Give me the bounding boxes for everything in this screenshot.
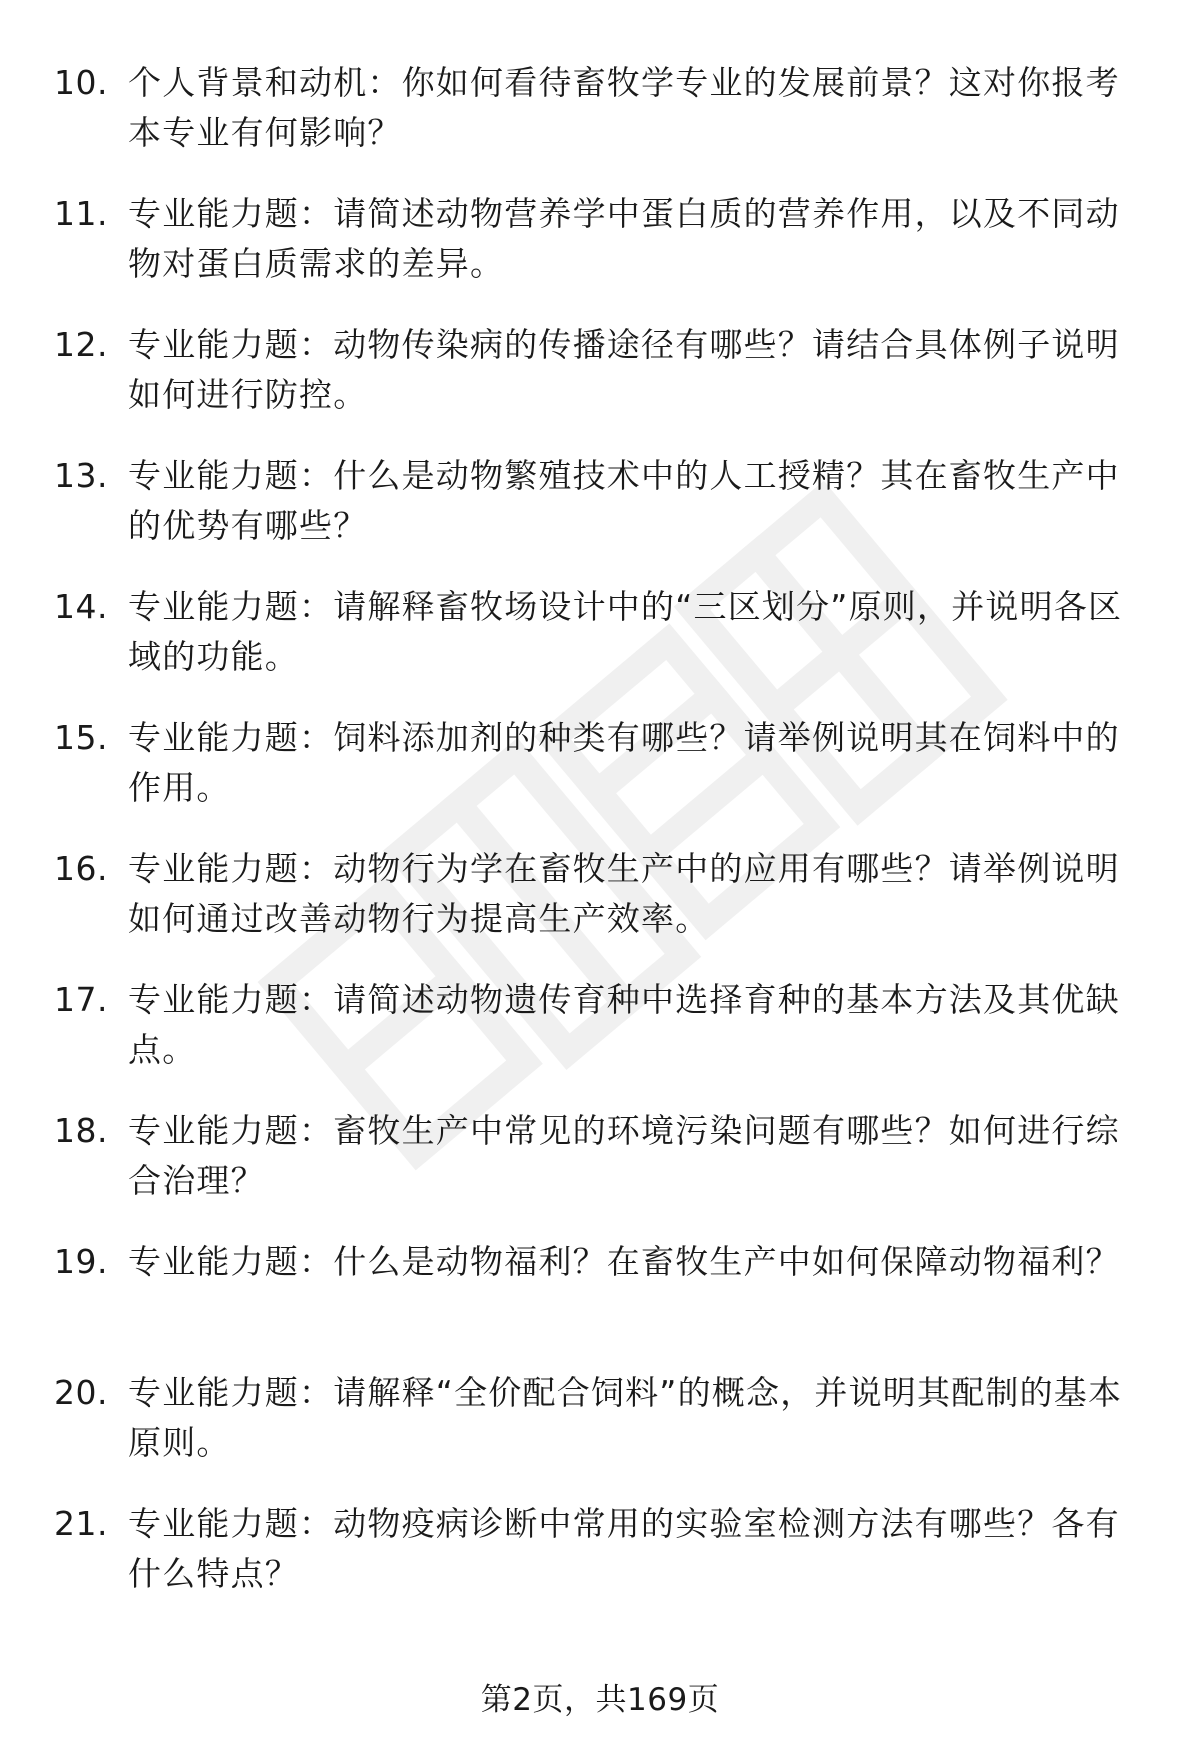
question-item xyxy=(0,1106,1200,1237)
question-text: 个人背景和动机：你如何看待畜牧学专业的发展前景？这对你报考本专业有何影响？ xyxy=(128,63,1120,152)
question-number: 19. xyxy=(54,1242,108,1281)
question-text: 专业能力题：动物行为学在畜牧生产中的应用有哪些？请举例说明如何通过改善动物行为提高生产效率。 xyxy=(128,849,1120,938)
question-item xyxy=(0,1237,1200,1368)
question-number: 18. xyxy=(54,1111,108,1150)
question-text: 专业能力题：请简述动物遗传育种中选择育种的基本方法及其优缺点。 xyxy=(128,980,1120,1069)
question-number: 17. xyxy=(54,980,108,1019)
question-number: 12. xyxy=(54,325,108,364)
question-item xyxy=(0,58,1200,189)
question-text: 专业能力题：什么是动物繁殖技术中的人工授精？其在畜牧生产中的优势有哪些？ xyxy=(128,456,1120,545)
question-text: 专业能力题：动物疫病诊断中常用的实验室检测方法有哪些？各有什么特点？ xyxy=(128,1504,1120,1593)
page-footer: 第2页，共169页 xyxy=(480,1682,720,1718)
question-text: 专业能力题：请解释畜牧场设计中的“三区划分”原则，并说明各区域的功能。 xyxy=(128,587,1123,676)
question-number: 11. xyxy=(54,194,108,233)
question-number: 13. xyxy=(54,456,108,495)
question-text: 专业能力题：畜牧生产中常见的环境污染问题有哪些？如何进行综合治理？ xyxy=(128,1111,1120,1200)
question-number: 16. xyxy=(54,849,108,888)
question-text: 专业能力题：动物传染病的传播途径有哪些？请结合具体例子说明如何进行防控。 xyxy=(128,325,1120,414)
question-item xyxy=(0,320,1200,451)
question-item xyxy=(0,844,1200,975)
question-text: 专业能力题：请解释“全价配合饲料”的概念，并说明其配制的基本原则。 xyxy=(128,1373,1123,1462)
question-number: 20. xyxy=(54,1373,108,1412)
question-item xyxy=(0,189,1200,320)
question-item xyxy=(0,451,1200,582)
question-text: 专业能力题：请简述动物营养学中蛋白质的营养作用，以及不同动物对蛋白质需求的差异。 xyxy=(128,194,1120,283)
question-item xyxy=(0,713,1200,844)
question-number: 15. xyxy=(54,718,108,757)
question-item xyxy=(0,1499,1200,1630)
question-number: 10. xyxy=(54,63,108,102)
question-text: 专业能力题：饲料添加剂的种类有哪些？请举例说明其在饲料中的作用。 xyxy=(128,718,1120,807)
question-number: 21. xyxy=(54,1504,108,1543)
question-number: 14. xyxy=(54,587,108,626)
question-item xyxy=(0,975,1200,1106)
question-text: 专业能力题：什么是动物福利？在畜牧生产中如何保障动物福利？ xyxy=(128,1242,1120,1281)
question-item xyxy=(0,1368,1200,1499)
question-list xyxy=(0,58,1200,1630)
question-item xyxy=(0,582,1200,713)
